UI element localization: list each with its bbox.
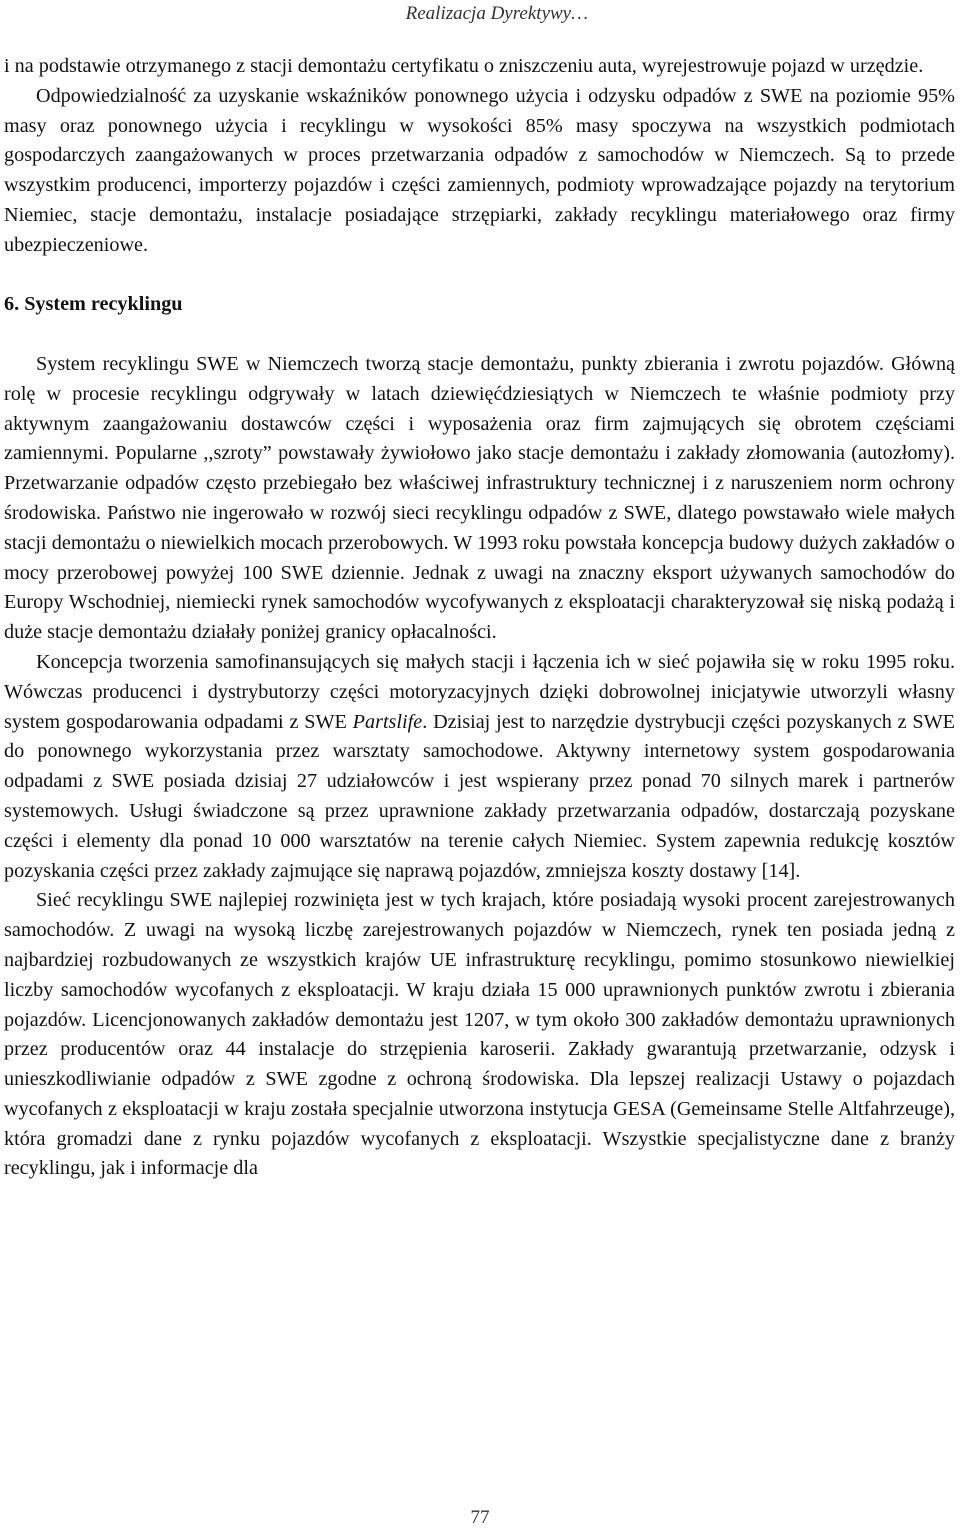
- paragraph-recycling-system: System recyklingu SWE w Niemczech tworzą stacje demontażu, punkty zbierania i zwrotu pojazdów. Główną rolę w procesie recyklingu odgrywały w latach dziewięćdziesiątych w Niemczech te właśnie podmioty przy aktywnym zaangażowaniu dostawców części i wyposażenia oraz firm zajmujących się obrotem częściami zamiennymi. Popularne ,,szroty” powstawały żywiołowo jako stacje demontażu i zakłady złomowania (autozłomy). Przetwarzanie odpadów często przebiegało bez właściwej infrastruktury technicznej i z naruszeniem norm ochrony środowiska. Państwo nie ingerowało w rozwój sieci recyklingu odpadów z SWE, dlatego powstawało wiele małych stacji demontażu o niewielkich mocach przerobowych. W 1993 roku powstała koncepcja budowy dużych zakładów o mocy przerobowej powyżej 100 SWE dziennie. Jednak z uwagi na znaczny eksport używanych samochodów do Europy Wschodniej, niemiecki rynek samochodów wycofywanych z eksploatacji charakteryzował się niską podażą i duże stacje demontażu działały poniżej granicy opłacalności.: [4, 352, 955, 644]
- running-header: Realizacja Dyrektywy…: [405, 3, 588, 24]
- spacer: [4, 261, 955, 291]
- paragraph-continuation: i na podstawie otrzymanego z stacji demontażu certyfikatu o zniszczeniu auta, wyrejestrowuje pojazd w urzędzie.: [4, 55, 924, 77]
- paragraph-responsibility: Odpowiedzialność za uzyskanie wskaźników ponownego użycia i odzysku odpadów z SWE na poziomie 95% masy oraz ponownego użycia i recyklingu w wysokości 85% masy spoczywa na wszystkich podmiotach gospodarczych zaangażowanych w proces przetwarzania odpadów z samochodów w Niemczech. Są to przede wszystkim producenci, importerzy pojazdów i części zamiennych, podmioty wprowadzające pojazdy na terytorium Niemiec, stacje demontażu, instalacje posiadające strzępiarki, zakłady recyklingu materiałowego oraz firmy ubezpieczeniowe.: [4, 84, 955, 256]
- paragraph-partslife-text-a: Koncepcja tworzenia samofinansujących się małych stacji i łączenia ich w sieć pojawiła się w roku 1995 roku. Wówczas producenci i dystrybutorzy części motoryzacyjnych dzięki dobrowolnej inicjatywie utworzyli własny system gospodarowania odpadami z SWE: [4, 650, 955, 733]
- section-heading: 6. System recyklingu: [4, 293, 183, 316]
- page-content: [4, 52, 955, 1184]
- page-number: 77: [470, 1507, 490, 1528]
- partslife-name: Partslife: [352, 710, 423, 733]
- spacer: [4, 320, 955, 350]
- paragraph-partslife: [4, 648, 955, 886]
- paragraph-partslife-text-b: . Dzisiaj jest to narzędzie dystrybucji części pozyskanych z SWE do ponownego wykorzystania przez warsztaty samochodowe. Aktywny internetowy system gospodarowania odpadami z SWE posiada dzisiaj 27 udziałowców i jest wspierany przez ponad 70 silnych marek i partnerów systemowych. Usługi świadczone są przez uprawnione zakłady przetwarzania odpadów, dostarczają pozyskane części i elementy dla ponad 10 000 warsztatów na terenie całych Niemiec. System zapewnia redukcję kosztów pozyskania części przez zakłady zajmujące się naprawą pojazdów, zmniejsza koszty dostawy [14].: [4, 710, 956, 882]
- paragraph-network: Sieć recyklingu SWE najlepiej rozwinięta jest w tych krajach, które posiadają wysoki procent zarejestrowanych samochodów. Z uwagi na wysoką liczbę zarejestrowanych pojazdów w Niemczech, rynek ten posiada jedną z najbardziej rozbudowanych ze wszystkich krajów UE infrastrukturę recyklingu, pomimo stosunkowo niewielkiej liczby samochodów wycofanych z eksploatacji. W kraju działa 15 000 uprawnionych punktów zwrotu i zbierania pojazdów. Licencjonowanych zakładów demontażu jest 1207, w tym około 300 zakładów demontażu uprawnionych przez producentów oraz 44 instalacje do strzępienia karoserii. Zakłady gwarantują przetwarzanie, odzysk i unieszkodliwianie odpadów z SWE zgodne z ochroną środowiska. Dla lepszej realizacji Ustawy o pojazdach wycofanych z eksploatacji w kraju została specjalnie utworzona instytucja GESA (Gemeinsame Stelle Altfahrzeuge), która gromadzi dane z rynku pojazdów wycofanych z eksploatacji. Wszystkie specjalistyczne dane z branży recyklingu, jak i informacje dla: [4, 889, 955, 1180]
